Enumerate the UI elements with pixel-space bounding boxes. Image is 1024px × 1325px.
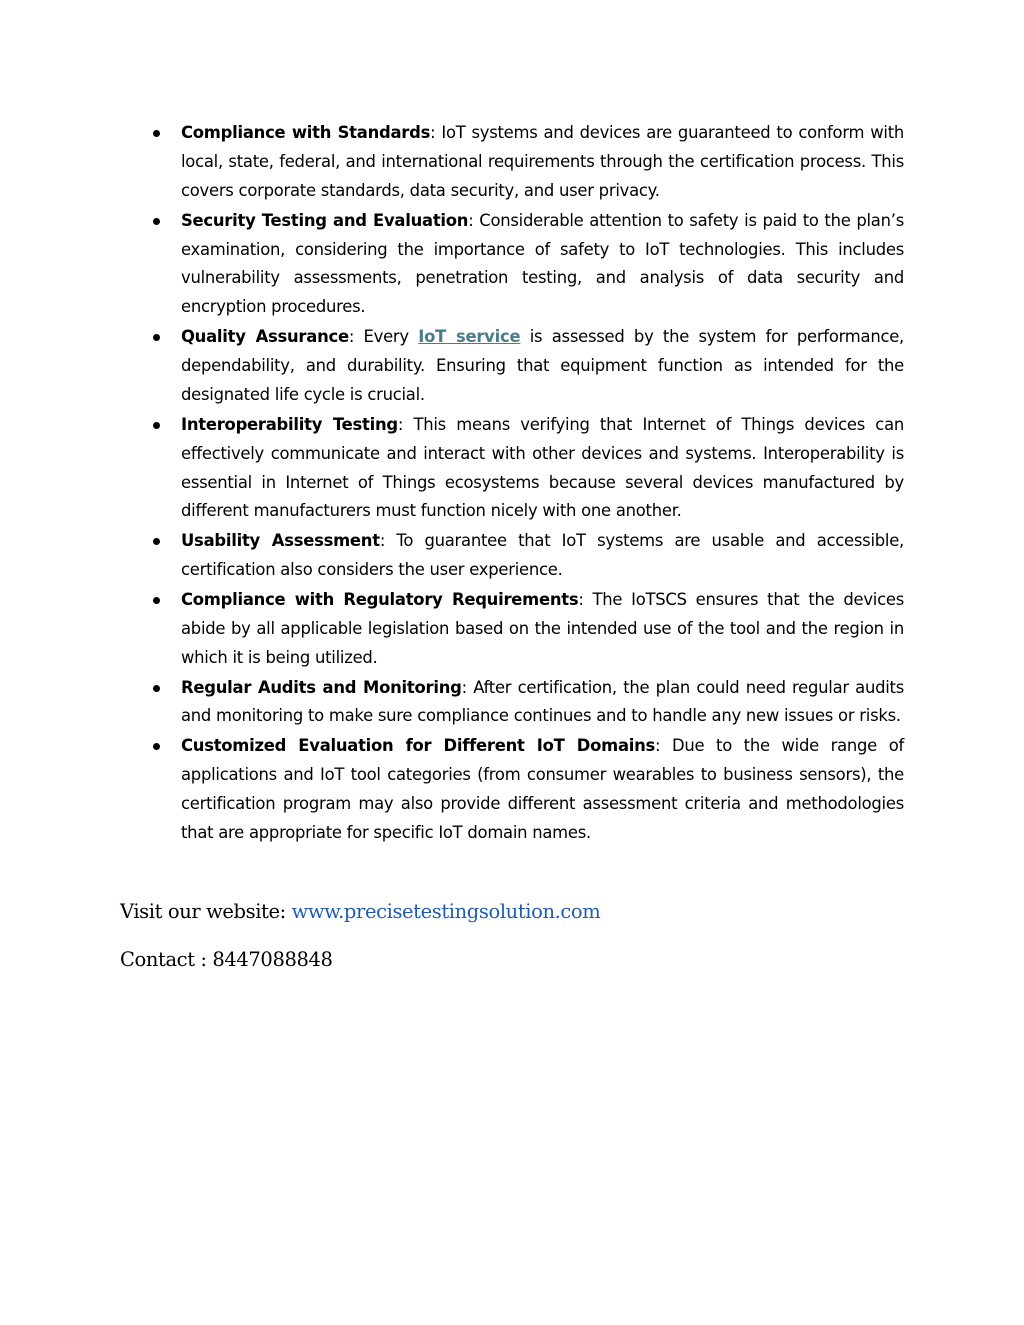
bullet-text: To guarantee that IoT systems are usable and accessible, certification also considers the user experience. (181, 531, 905, 580)
bullet-text: The IoTSCS ensures that the devices abide by all applicable legislation based on the intended use of the tool and the region in which it is being utilized. (181, 589, 904, 667)
bullet-text-after: is assessed by the system for performance, dependability, and durability. Ensuring that equipment function as intended for the designated life cycle is crucial. (181, 327, 905, 404)
bullet-dot-icon (153, 743, 160, 750)
contact-number: 8447088848 (212, 948, 333, 971)
website-line (120, 899, 600, 925)
bullet-text: This means verifying that Internet of Things devices can effectively communicate and interact with other devices and systems. Interoperability is essential in Internet of Things ecosystems because several devices manufactured by different manufacturers must function nicely with one another. (181, 414, 905, 521)
bullet-text: Considerable attention to safety is paid to the plan’s examination, considering the importance of safety to IoT technologies. This includes vulnerability assessments, penetration testing, and analysis of data security and encryption procedures. (181, 210, 904, 317)
bullet-dot-icon (153, 130, 160, 137)
bullet-item-regulatory (148, 586, 904, 673)
bullet-separator: : (468, 210, 480, 230)
bullet-separator: : (397, 414, 414, 434)
bullet-dot-icon (153, 334, 160, 341)
bullet-separator: : (348, 327, 364, 347)
bullet-item-audits (148, 674, 904, 732)
contact-label: Contact : (120, 948, 213, 971)
bullet-item-quality-assurance (148, 323, 904, 410)
bullet-text: Due to the wide range of applications and IoT tool categories (from consumer wearables to business sensors), the certification program may also provide different assessment criteria and methodologies that are appropriate for specific IoT domain names. (181, 736, 904, 842)
website-label: Visit our website: (120, 900, 292, 923)
bullet-dot-icon (153, 422, 160, 429)
bullet-dot-icon (153, 538, 160, 545)
bullet-separator: : (379, 531, 397, 551)
bullet-separator: : (430, 123, 442, 142)
bullet-separator: : (578, 589, 593, 609)
bullet-text-before: Every (363, 327, 419, 347)
bullet-item-security-testing (148, 207, 904, 323)
bullet-text: After certification, the plan could need regular audits and monitoring to make sure compliance continues and to handle any new issues or risks. (181, 677, 905, 726)
bullet-text: IoT systems and devices are guaranteed to conform with local, state, federal, and international requirements through the certification process. This covers corporate standards, data security, and user privacy. (181, 123, 905, 200)
bullet-term: Interoperability Testing (181, 414, 398, 434)
bullet-item-compliance-standards (148, 119, 904, 206)
bullet-term: Regular Audits and Monitoring (181, 677, 462, 697)
bullet-list (148, 119, 904, 849)
bullet-term: Security Testing and Evaluation (181, 210, 469, 230)
bullet-term: Usability Assessment (181, 531, 380, 551)
bullet-term: Customized Evaluation for Different IoT Domains (181, 736, 656, 756)
bullet-term: Compliance with Regulatory Requirements (181, 589, 579, 609)
iot-service-link[interactable]: IoT service (418, 327, 521, 347)
contact-line (120, 947, 332, 973)
bullet-dot-icon (153, 218, 160, 225)
bullet-separator: : (655, 736, 672, 756)
bullet-item-usability (148, 527, 904, 585)
bullet-dot-icon (153, 685, 160, 692)
bullet-item-customized-evaluation (148, 732, 904, 848)
bullet-separator: : (461, 677, 474, 697)
bullet-item-interoperability (148, 411, 904, 527)
bullet-dot-icon (153, 597, 160, 604)
bullet-term: Quality Assurance (181, 327, 349, 347)
website-link[interactable]: www.precisetestingsolution.com (291, 900, 601, 923)
bullet-term: Compliance with Standards (181, 123, 431, 142)
